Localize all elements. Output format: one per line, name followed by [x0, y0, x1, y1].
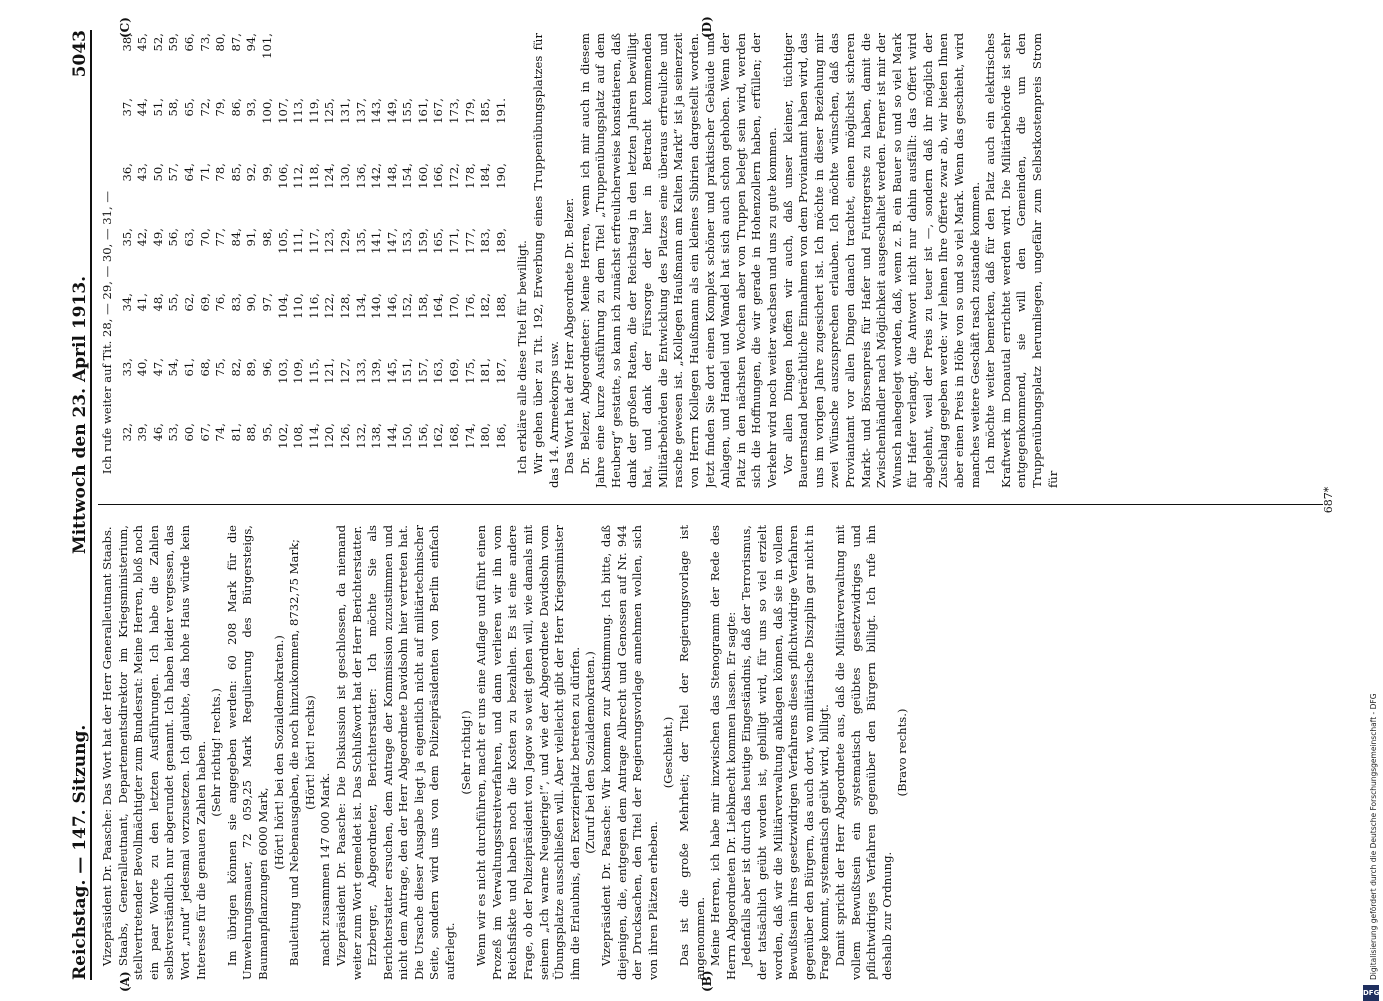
text-column-right — [100, 33, 1325, 488]
table-cell: 180, — [478, 423, 493, 449]
table-cell: 174, — [462, 423, 477, 449]
table-cell: 77, — [213, 228, 228, 247]
table-cell: 121, — [322, 358, 337, 384]
table-cell: 70, — [197, 228, 212, 247]
table-cell: 102, — [275, 423, 290, 449]
paragraph: Vizepräsident Dr. Paasche: Das Wort hat der Herr Generalleutnant Staabs. — [100, 526, 114, 967]
table-cell: 51, — [150, 98, 165, 117]
table-cell: 166, — [431, 163, 446, 189]
table-cell: 136, — [353, 163, 368, 189]
table-cell: 65, — [181, 98, 196, 117]
table-cell: 34, — [119, 293, 134, 312]
margin-marker-a: (A) — [118, 971, 132, 992]
table-cell — [478, 33, 494, 98]
table-cell: 48, — [150, 293, 165, 312]
table-cell: 148, — [384, 163, 399, 189]
paragraph: Im übrigen können sie angegeben werden: 60 208 Mark für die Umwehrungsmauer, 72 059,25 Mark Regulierung des Bürgersteigs, Baumanpflanzungen 6000 Mark, — [224, 525, 270, 980]
table-cell: 151, — [400, 358, 415, 384]
table-cell: 127, — [337, 358, 352, 384]
table-cell: 101, — [259, 33, 274, 59]
table-cell: 147, — [384, 228, 399, 254]
table-row — [135, 33, 151, 488]
table-cell — [276, 33, 292, 98]
table-row — [369, 33, 385, 488]
table-cell: 156, — [415, 423, 430, 449]
table-cell: 52, — [150, 33, 165, 52]
table-cell: 134, — [353, 293, 368, 319]
table-cell: 169, — [447, 358, 462, 384]
table-cell: 38, — [119, 33, 134, 52]
table-cell: 181, — [478, 358, 493, 384]
table-row — [354, 33, 370, 488]
table-row — [229, 33, 245, 488]
table-cell: 138, — [369, 423, 384, 449]
table-row — [166, 33, 182, 488]
paragraph: Vizepräsident Dr. Paasche: Die Diskussion ist geschlossen, da niemand weiter zum Wort gemeldet ist. Das Schlußwort hat der Herr Berichterstatter. — [333, 525, 364, 980]
interjection: (Bravo rechts.) — [895, 708, 910, 797]
interjection: (Sehr richtig!) — [458, 710, 473, 795]
table-cell: 104, — [275, 293, 290, 319]
table-cell: 39, — [135, 423, 150, 442]
paragraph: Ich möchte weiter bemerken, daß für den Platz auch ein elektrisches Kraftwerk im Donautal errichtet werden wird. Die Militärbehörde ist sehr entgegenkommend, sie will den Gemeinden, die um den Truppenübungsplatz herumliegen, ungefähr zum Selbstkostenpreis Strom für — [983, 33, 1060, 488]
table-row — [463, 33, 479, 488]
table-cell: 92, — [244, 163, 259, 182]
table-cell: 61, — [181, 358, 196, 377]
table-cell: 97, — [259, 293, 274, 312]
table-cell: 144, — [384, 423, 399, 449]
page-header — [60, 30, 92, 980]
right-column-body — [515, 33, 1061, 488]
table-cell: 115, — [306, 358, 321, 384]
table-cell: 63, — [181, 228, 196, 247]
table-cell: 75, — [213, 358, 228, 377]
table-cell — [369, 33, 385, 98]
table-cell: 60, — [181, 423, 196, 442]
table-cell: 99, — [259, 163, 274, 182]
table-cell: 118, — [306, 163, 321, 189]
table-cell: 141, — [369, 228, 384, 254]
table-row — [260, 33, 276, 488]
table-cell: 110, — [291, 293, 306, 319]
table-cell: 190, — [493, 163, 508, 189]
table-cell: 81, — [228, 423, 243, 442]
margin-marker-d: (D) — [700, 16, 714, 38]
table-cell: 152, — [400, 293, 415, 319]
table-cell: 100, — [259, 98, 274, 124]
table-cell: 67, — [197, 423, 212, 442]
table-cell: 105, — [275, 228, 290, 254]
table-cell: 53, — [166, 423, 181, 442]
table-row — [431, 33, 447, 488]
table-cell: 123, — [322, 228, 337, 254]
paragraph: Das Wort hat der Herr Abgeordnete Dr. Belzer. — [562, 197, 577, 475]
table-cell: 167, — [431, 98, 446, 124]
table-cell: 186, — [493, 423, 508, 449]
table-cell: 117, — [306, 228, 321, 254]
table-cell: 72, — [197, 98, 212, 117]
table-cell: 84, — [228, 228, 243, 247]
table-row — [276, 33, 292, 488]
paragraph: Erzberger, Abgeordneter, Berichterstatter: Ich möchte Sie als Berichterstatter ersuchen, dem Antrage der Kommission zuzustimmen und nicht dem Antrage, den der Herr Abgeordnete Davidsohn hier vertreten hat. Die Ursache dieser Ausgabe liegt ja eigentlich nicht auf militärtechnischer Seite, sondern wird uns von dem Polizeipräsidenten von Berlin einfach auferlegt. — [365, 525, 458, 980]
table-cell: 86, — [228, 98, 243, 117]
table-cell: 43, — [135, 163, 150, 182]
table-cell: 177, — [462, 228, 477, 254]
table-cell: 139, — [369, 358, 384, 384]
table-cell: 66, — [181, 33, 196, 52]
table-cell: 137, — [353, 98, 368, 124]
table-row — [244, 33, 260, 488]
table-cell: 128, — [337, 293, 352, 319]
table-cell: 71, — [197, 163, 212, 182]
table-cell: 116, — [306, 293, 321, 319]
intro-paragraph: Ich rufe weiter auf Tit. 28, — 29, — 30, — 31, — — [100, 191, 114, 475]
table-cell: 161, — [415, 98, 430, 124]
title-number-table — [120, 33, 510, 488]
table-cell: 95, — [259, 423, 274, 442]
table-row — [291, 33, 307, 488]
table-row — [182, 33, 198, 488]
table-cell: 142, — [369, 163, 384, 189]
table-row — [322, 33, 338, 488]
table-row — [400, 33, 416, 488]
table-row — [307, 33, 323, 488]
table-cell: 85, — [228, 163, 243, 182]
table-cell: 154, — [400, 163, 415, 189]
table-cell: 130, — [337, 163, 352, 189]
text-column-left — [100, 525, 1310, 980]
table-row — [478, 33, 494, 488]
table-cell: 162, — [431, 423, 446, 449]
table-cell: 119, — [306, 98, 321, 124]
table-row — [416, 33, 432, 488]
table-cell: 122, — [322, 293, 337, 319]
table-cell: 182, — [478, 293, 493, 319]
table-cell: 160, — [415, 163, 430, 189]
table-cell: 111, — [291, 228, 306, 254]
table-cell: 87, — [228, 33, 243, 52]
paragraph: Das ist die große Mehrheit; der Titel der Regierungsvorlage ist angenommen. — [676, 525, 707, 980]
page-number: 5043 — [70, 30, 90, 78]
table-cell: 36, — [119, 163, 134, 182]
table-cell: 179, — [462, 98, 477, 124]
table-cell: 114, — [306, 423, 321, 449]
table-cell: 62, — [181, 293, 196, 312]
table-cell: 42, — [135, 228, 150, 247]
table-cell: 90, — [244, 293, 259, 312]
table-cell: 79, — [213, 98, 228, 117]
table-cell: 153, — [400, 228, 415, 254]
table-cell: 189, — [493, 228, 508, 254]
table-cell: 35, — [119, 228, 134, 247]
paragraph: Dr. Belzer, Abgeordneter: Meine Herren, wenn ich mir auch in diesem Jahre eine kurze Ausführung zu dem Titel „Truppenübungsplatz auf dem Heuberg“ gestatte, so kann ich zunächst erfreulicherweise konstatieren, daß dank der großen Raten, die der Reichstag in den letzten Jahren bewilligt hat, und dank der Fürsorge der hier in Betracht kommenden Militärbehörden die Entwicklung des Platzes eine überaus erfreuliche und rasche gewesen ist. „Kollegen Haußmann am Kalten Markt“ ist ja seinerzeit von Herrn Kollegen Haußmann als ein kleines Sibirien dargestellt worden. Jetzt finden Sie dort einen Komplex schöner und praktischer Gebäude und Anlagen, und Handel und Wandel hat sich auch schon gehoben. Wenn der Platz in den nächsten Wochen aber von Truppen belegt sein wird, werden sich die Hoffnungen, die wir gerade in Hohenzollern haben, erfüllen; der Verkehr wird noch weiter wachsen und uns zu gute kommen. — [577, 33, 779, 488]
table-cell: 178, — [462, 163, 477, 189]
table-cell: 126, — [337, 423, 352, 449]
table-cell — [385, 33, 401, 98]
table-cell: 44, — [135, 98, 150, 117]
table-cell: 56, — [166, 228, 181, 247]
table-cell: 171, — [447, 228, 462, 254]
paragraph: macht zusammen 147 000 Mark. — [318, 772, 333, 967]
paragraph: Damit spricht der Herr Abgeordnete aus, daß die Militärverwaltung mit vollem Bewußtsein ein systematisch geübtes gesetzwidriges und pflichtwidriges Verfahren gegenüber den Bürgern billigt. Ich rufe ihn deshalb zur Ordnung. — [832, 525, 894, 980]
table-cell: 83, — [228, 293, 243, 312]
table-cell: 188, — [493, 293, 508, 319]
table-cell — [291, 33, 307, 98]
table-row — [213, 33, 229, 488]
table-cell: 129, — [337, 228, 352, 254]
table-row — [447, 33, 463, 488]
table-cell: 132, — [353, 423, 368, 449]
table-cell: 45, — [135, 33, 150, 52]
table-cell — [416, 33, 432, 98]
table-cell: 113, — [291, 98, 306, 124]
table-cell: 112, — [291, 163, 306, 189]
table-cell: 107, — [275, 98, 290, 124]
margin-marker-b: (B) — [700, 970, 714, 992]
paragraph: Wenn wir es nicht durchführen, macht er uns eine Auflage und führt einen Prozeß im Verwaltungsstreitverfahren, und dann verlieren wir ihn vom Reichsfiskte und haben noch die Kosten zu bezahlen. Es ist eine andere Frage, ob der Polizeipräsident von Jagow so weit gehen will, wie damals mit seinem „Ich warne Neugierige!“, und wie der Abgeordnete Davidsohn vom Übungsplatze ausschließen will. Aber vielleicht gibt der Herr Kriegsminister ihm die Erlaubnis, den Exerzierplatz betreten zu dürfen. — [474, 525, 582, 980]
table-row — [198, 33, 214, 488]
table-cell — [322, 33, 338, 98]
table-cell: 187, — [493, 358, 508, 384]
table-cell: 125, — [322, 98, 337, 124]
paragraph: Wir gehen über zu Tit. 192, Erwerbung eines Truppenübungsplatzes für das 14. Armeekorps usw. — [531, 33, 561, 488]
table-cell: 82, — [228, 358, 243, 377]
table-cell: 157, — [415, 358, 430, 384]
page-footer: 687* — [1322, 486, 1335, 514]
interjection: (Zuruf bei den Sozialdemokraten.) — [583, 651, 598, 854]
table-cell: 143, — [369, 98, 384, 124]
column-divider — [98, 504, 1323, 505]
paragraph: Vizepräsident Dr. Paasche: Wir kommen zur Abstimmung. Ich bitte, daß diejenigen, die, entgegen dem Antrage Albrecht und Genossen auf Nr. 944 der Drucksachen, den Titel der Regierungsvorlage annehmen wollen, sich von ihren Plätzen erheben. — [599, 525, 660, 980]
table-cell — [463, 33, 479, 98]
table-cell — [400, 33, 416, 98]
table-cell: 32, — [119, 423, 134, 442]
table-cell: 191. — [493, 98, 508, 124]
table-row — [120, 33, 136, 488]
table-cell: 140, — [369, 293, 384, 319]
table-cell: 135, — [353, 228, 368, 254]
table-cell: 170, — [447, 293, 462, 319]
table-cell — [447, 33, 463, 98]
interjection: (Hört! hört! rechts) — [302, 695, 317, 810]
table-cell: 54, — [166, 358, 181, 377]
table-cell: 41, — [135, 293, 150, 312]
table-cell: 173, — [447, 98, 462, 124]
table-cell: 146, — [384, 293, 399, 319]
table-cell: 78, — [213, 163, 228, 182]
table-cell: 168, — [447, 423, 462, 449]
table-cell: 73, — [197, 33, 212, 52]
table-cell: 96, — [259, 358, 274, 377]
table-cell: 68, — [197, 358, 212, 377]
table-row — [385, 33, 401, 488]
table-cell: 58, — [166, 98, 181, 117]
table-cell: 120, — [322, 423, 337, 449]
table-cell: 176, — [462, 293, 477, 319]
dfg-logo-icon: DFG — [1363, 985, 1379, 1001]
table-cell: 80, — [213, 33, 228, 52]
table-cell: 159, — [415, 228, 430, 254]
digitization-note: Digitalisierung gefördert durch die Deutsche Forschungsgemeinschaft - DFG — [1369, 693, 1378, 980]
table-row — [338, 33, 354, 488]
paragraph: Vor allen Dingen hoffen wir auch, daß unser kleiner, tüchtiger Bauernstand beträchtliche Einnahmen von dem Proviantamt haben wird, das uns im vorigen Jahre zugesichert ist. Ich möchte in dieser Beziehung mir zwei Wünsche auszusprechen erlauben. Ich möchte wünschen, daß das Proviantamt vor allen Dingen danach trachtet, einen möglichst sicheren Markt- und Börsenpreis für Hafer und Futtergerste zu haben, damit die Zwischenhändler nach Möglichkeit ausgeschaltet werden. Ferner ist mir der Wunsch nahegelegt worden, daß, wenn z. B. ein Bauer so und so viel Mark für Hafer verlangt, die Antwort nicht nur dahin ausfällt: das Offert wird abgelehnt, weil der Preis zu teuer ist —, sondern daß ihr möglich der Zuschlag gegeben werde: wir lehnen Ihre Offerte zwar ab, wir bieten Ihnen aber einen Preis in Höhe von so und so viel Mark. Wenn das geschieht, wird manches weitere Geschäft rasch zustande kommen. — [780, 33, 982, 488]
table-cell: 89, — [244, 358, 259, 377]
margin-marker-c: (C) — [118, 17, 132, 38]
table-cell: 124, — [322, 163, 337, 189]
paragraph: Bauleitung und Nebenausgaben, die noch hinzukommen, 8732,75 Mark; — [287, 539, 302, 967]
table-cell: 109, — [291, 358, 306, 384]
header-center: Mittwoch den 23. April 1913. — [70, 275, 90, 555]
table-cell: 108, — [291, 423, 306, 449]
paragraph: Meine Herren, ich habe mir inzwischen das Stenogramm der Rede des Herrn Abgeordneten Dr. Liebknecht kommen lassen. Er sagte: — [708, 525, 738, 980]
table-cell: 164, — [431, 293, 446, 319]
table-cell — [431, 33, 447, 98]
table-row — [151, 33, 167, 488]
table-cell: 76, — [213, 293, 228, 312]
table-cell: 57, — [166, 163, 181, 182]
table-cell: 59, — [166, 33, 181, 52]
table-cell — [338, 33, 354, 98]
table-cell: 103, — [275, 358, 290, 384]
table-cell — [354, 33, 370, 98]
paragraph: Ich erkläre alle diese Titel für bewilligt. — [515, 240, 530, 475]
table-cell: 183, — [478, 228, 493, 254]
table-cell — [307, 33, 323, 98]
table-cell: 93, — [244, 98, 259, 117]
header-left: Reichstag. — 147. Sitzung. — [70, 724, 90, 980]
table-cell — [494, 33, 510, 98]
paragraph: Jedenfalls aber ist durch das heutige Eingeständnis, daß der Terrorismus, der tatsächlich geübt worden ist, gebilligt wird, für uns so viel erzielt worden, daß wir die Militärverwaltung anklagen können, daß sie in vollem Bewußtsein ihres gesetzwidrigen Verfahrens dieses pflichtwidrige Verfahren gegenüber den Bürgern, das auch dort, wo militärische Disziplin gar nicht in Frage kommt, systematisch geübt wird, billigt. — [739, 525, 832, 980]
table-cell: 50, — [150, 163, 165, 182]
table-cell: 131, — [337, 98, 352, 124]
table-cell: 163, — [431, 358, 446, 384]
table-cell: 149, — [384, 98, 399, 124]
table-cell: 172, — [447, 163, 462, 189]
table-cell: 49, — [150, 228, 165, 247]
table-cell: 91, — [244, 228, 259, 247]
table-cell: 175, — [462, 358, 477, 384]
table-cell: 165, — [431, 228, 446, 254]
table-cell: 94, — [244, 33, 259, 52]
interjection: (Geschieht.) — [661, 716, 676, 789]
table-cell: 185, — [478, 98, 493, 124]
table-cell: 133, — [353, 358, 368, 384]
table-cell: 158, — [415, 293, 430, 319]
table-cell: 55, — [166, 293, 181, 312]
table-cell: 184, — [478, 163, 493, 189]
table-cell: 155, — [400, 98, 415, 124]
table-cell: 145, — [384, 358, 399, 384]
table-cell: 33, — [119, 358, 134, 377]
table-cell: 37, — [119, 98, 134, 117]
table-cell: 88, — [244, 423, 259, 442]
table-cell: 98, — [259, 228, 274, 247]
table-row — [494, 33, 510, 488]
table-cell: 47, — [150, 358, 165, 377]
table-cell: 40, — [135, 358, 150, 377]
table-cell: 150, — [400, 423, 415, 449]
table-cell: 69, — [197, 293, 212, 312]
interjection: (Sehr richtig! rechts.) — [209, 688, 224, 817]
paragraph: Staabs, Generalleutnant, Departementsdirektor im Kriegsministerium, stellvertretender Bevollmächtigter zum Bundesrat: Meine Herren, bloß noch ein paar Worte zu den letzten Ausführungen. Ich habe die Zahlen selbstverständlich nur abgerundet genannt. Ich haben leider vergessen, das Wort „rund“ jedesmal vorzusetzen. Ich glaubte, das hohe Haus würde kein Interesse für die genauen Zahlen haben. — [115, 525, 208, 980]
interjection: (Hört! hört! bei den Sozialdemokraten.) — [271, 635, 286, 870]
table-cell: 106, — [275, 163, 290, 189]
table-cell: 46, — [150, 423, 165, 442]
table-cell: 64, — [181, 163, 196, 182]
table-cell: 74, — [213, 423, 228, 442]
